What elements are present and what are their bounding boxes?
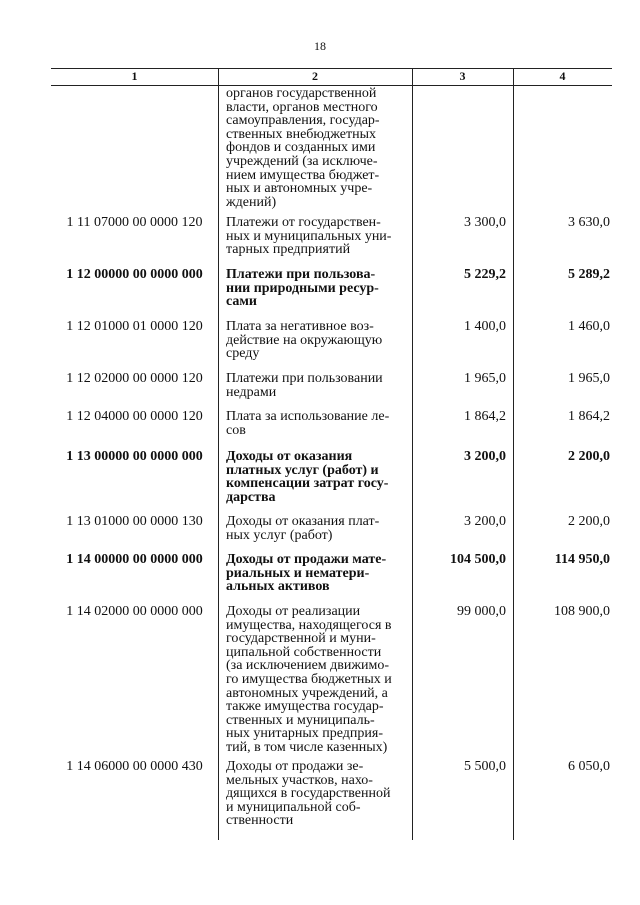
row-name: Доходы от продажи зе- мельных участков, нахо- дящихся в государственной и муниципальной соб- ственности xyxy=(226,759,391,829)
column-header-2: 2 xyxy=(312,69,318,83)
row-name: Платежи при пользова- нии природными ресур- сами xyxy=(226,267,379,310)
revenue-table xyxy=(51,68,612,840)
row-value-col3: 5 229,2 xyxy=(464,267,506,282)
row-name: Доходы от продажи мате- риальных и нематери- альных активов xyxy=(226,552,387,595)
row-name: Доходы от реализации имущества, находящегося в государственной и муни- ципальной собственности (за исключением движимо- го имущества бюджетных и автономных учреждений, а также имущества государ- ственных и муниципаль- ных унитарных предприя- тий, в том числе казенных) xyxy=(226,604,392,755)
row-name: Платежи от государствен- ных и муниципальных уни- тарных предприятий xyxy=(226,215,392,258)
row-value-col4: 1 864,2 xyxy=(568,409,610,424)
row-value-col3: 104 500,0 xyxy=(450,552,506,567)
row-code: 1 14 00000 00 0000 000 xyxy=(66,552,203,567)
row-value-col3: 3 200,0 xyxy=(464,514,506,529)
row-code: 1 14 02000 00 0000 000 xyxy=(66,604,203,619)
row-value-col4: 3 630,0 xyxy=(568,215,610,230)
row-code: 1 11 07000 00 0000 120 xyxy=(66,215,203,230)
row-name: Плата за использование ле- сов xyxy=(226,409,390,438)
continuation-text: органов государственной власти, органов местного самоуправления, государ- ственных внебюджетных фондов и созданных ими учреждений (за исключе- нием имущества бюджет- ных и автономных учре- ждений) xyxy=(226,86,380,210)
row-value-col4: 114 950,0 xyxy=(554,552,610,567)
row-name: Платежи при пользовании недрами xyxy=(226,371,383,400)
row-code: 1 12 01000 01 0000 120 xyxy=(66,319,203,334)
row-value-col4: 1 460,0 xyxy=(568,319,610,334)
row-value-col4: 2 200,0 xyxy=(568,514,610,529)
row-value-col3: 1 864,2 xyxy=(464,409,506,424)
row-value-col3: 99 000,0 xyxy=(457,604,506,619)
row-value-col3: 3 300,0 xyxy=(464,215,506,230)
row-code: 1 12 04000 00 0000 120 xyxy=(66,409,203,424)
row-value-col3: 3 200,0 xyxy=(464,449,506,464)
row-value-col4: 5 289,2 xyxy=(568,267,610,282)
row-value-col4: 6 050,0 xyxy=(568,759,610,774)
row-name: Доходы от оказания плат- ных услуг (работ) xyxy=(226,514,380,543)
column-header-1: 1 xyxy=(131,69,138,83)
row-value-col3: 5 500,0 xyxy=(464,759,506,774)
column-header-4: 4 xyxy=(559,69,566,83)
row-code: 1 14 06000 00 0000 430 xyxy=(66,759,203,774)
row-value-col4: 1 965,0 xyxy=(568,371,610,386)
row-value-col4: 2 200,0 xyxy=(568,449,610,464)
row-code: 1 13 00000 00 0000 000 xyxy=(66,449,203,464)
column-divider xyxy=(218,68,219,840)
row-code: 1 12 00000 00 0000 000 xyxy=(66,267,203,282)
row-code: 1 12 02000 00 0000 120 xyxy=(66,371,203,386)
row-name: Плата за негативное воз- действие на окружающую среду xyxy=(226,319,383,362)
row-value-col4: 108 900,0 xyxy=(554,604,610,619)
row-name: Доходы от оказания платных услуг (работ) и компенсации затрат госу- дарства xyxy=(226,449,389,505)
row-value-col3: 1 400,0 xyxy=(464,319,506,334)
page-number: 18 xyxy=(314,39,326,53)
column-header-3: 3 xyxy=(459,69,466,83)
row-code: 1 13 01000 00 0000 130 xyxy=(66,514,203,529)
row-value-col3: 1 965,0 xyxy=(464,371,506,386)
